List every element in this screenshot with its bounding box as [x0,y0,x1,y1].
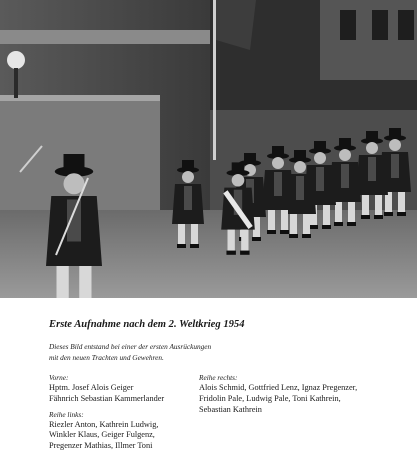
names-right-column [199,373,404,452]
description-line: mit den neuen Trachten und Gewehren. [49,352,164,362]
reihe-rechts-line: Fridolin Pale, Ludwig Pale, Toni Kathrein, [199,393,341,403]
reihe-links-line: Pregenzer Mathias, Illmer Toni [49,441,153,450]
reihe-links-label: Reihe links: [49,409,84,419]
reihe-rechts-line: Sebastian Kathrein [199,404,262,414]
names-left-column [49,373,199,452]
caption-title: Erste Aufnahme nach dem 2. Weltkrieg 1954 [49,319,245,330]
vorne-line: Hptm. Josef Alois Geiger [49,383,134,393]
reihe-rechts-label: Reihe rechts: [199,373,238,383]
vorne-label: Vorne: [49,373,69,383]
reihe-links-line: Winkler Klaus, Geiger Fulgenz, [49,430,155,440]
description-line: Dieses Bild entstand bei einer der ersten Ausrückungen [49,342,212,351]
vorne-line: Fähnrich Sebastian Kammerlander [49,393,165,403]
caption-description [49,342,409,363]
reihe-rechts-line: Alois Schmid, Gottfried Lenz, Ignaz Pregenzer, [199,383,358,393]
reihe-links-line: Riezler Anton, Kathrein Ludwig, [49,419,159,429]
photo-caption [49,318,409,452]
names-columns [49,373,409,452]
